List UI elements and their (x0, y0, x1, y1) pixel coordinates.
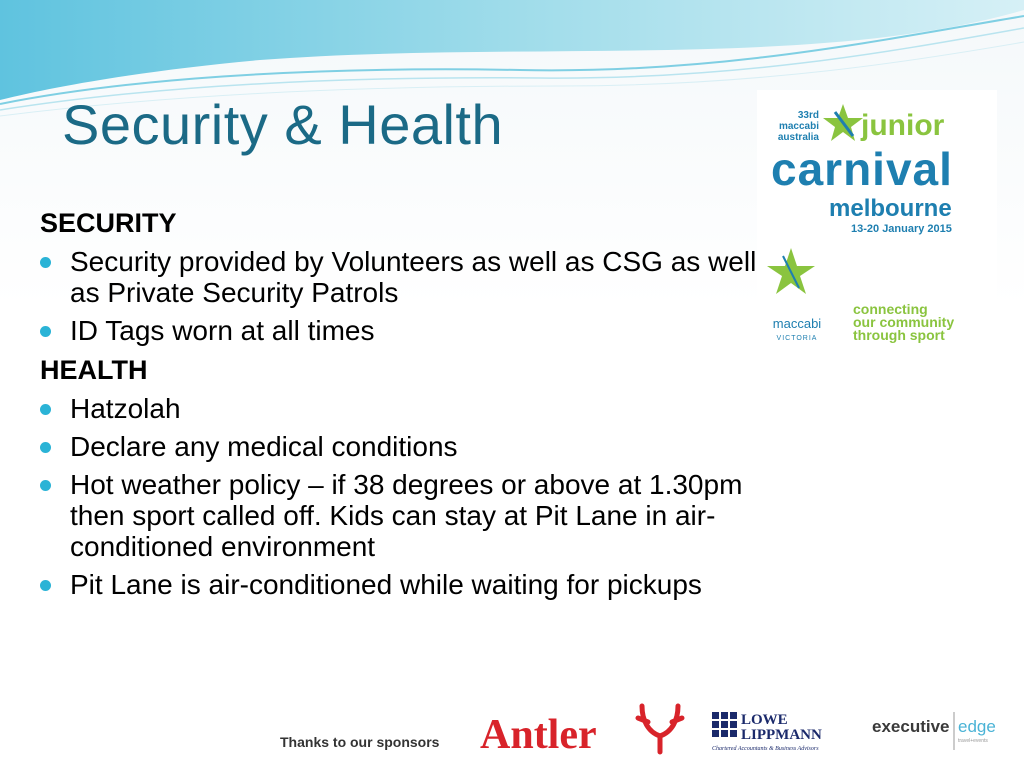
bullet-dot-icon (40, 404, 51, 415)
star-icon (823, 104, 863, 141)
lowe-lippmann-logo (710, 710, 850, 754)
logo-dates: 13-20 January 2015 (851, 223, 952, 235)
logo-junior: junior (861, 109, 945, 142)
sponsors-label: Thanks to our sponsors (280, 734, 440, 750)
bullet-dot-icon (40, 326, 51, 337)
bullet-item (40, 431, 780, 462)
logo-line-33rd: 33rd (797, 110, 819, 121)
lowe-grid-icon (712, 712, 737, 737)
logo-tagline-3: through sport (853, 327, 945, 343)
executive-edge-logo (870, 706, 1000, 754)
bullet-dot-icon (40, 480, 51, 491)
section-heading-health: HEALTH (40, 355, 148, 385)
antler-icon (638, 706, 682, 752)
bullet-dot-icon (40, 257, 51, 268)
edge-text: edge (958, 717, 996, 736)
lowe-subtitle: Chartered Accountants & Business Advisors (712, 746, 819, 752)
lowe-text: LOWE (741, 712, 788, 728)
antler-logo (478, 700, 688, 760)
junior-carnival-logo-graphic (757, 90, 997, 352)
bullet-item (40, 569, 780, 600)
logo-maccabi: maccabi (772, 316, 822, 331)
bullet-dot-icon (40, 580, 51, 591)
executive-tagline: travel+events (958, 738, 988, 744)
logo-line-australia: australia (777, 132, 819, 143)
section-heading-security: SECURITY (40, 208, 177, 238)
bullet-text: Pit Lane is air-conditioned while waiting for pickups (70, 569, 702, 600)
junior-carnival-logo (757, 90, 997, 352)
executive-text: executive (872, 717, 950, 736)
bullet-item (40, 246, 780, 308)
antler-wordmark: Antler (480, 712, 597, 758)
bullet-text: Declare any medical conditions (70, 431, 458, 462)
lippmann-text: LIPPMANN (741, 727, 822, 743)
bullet-item (40, 469, 780, 562)
bullet-text: Hatzolah (70, 393, 181, 424)
logo-victoria: VICTORIA (776, 335, 818, 342)
bullet-dot-icon (40, 442, 51, 453)
logo-carnival: carnival (771, 143, 953, 195)
bullet-text: ID Tags worn at all times (70, 315, 375, 346)
logo-tagline-2: our community (853, 314, 955, 330)
logo-melbourne: melbourne (829, 195, 952, 222)
logo-tagline-1: connecting (853, 301, 928, 317)
logo-line-maccabi: maccabi (778, 121, 819, 132)
slide-body (40, 206, 780, 607)
maccabi-victoria-star-icon (767, 248, 815, 294)
bullet-text: Security provided by Volunteers as well as CSG as well as Private Security Patrols (70, 246, 757, 308)
bullet-text: Hot weather policy – if 38 degrees or above at 1.30pm then sport called off. Kids can stay at Pit Lane in air-conditioned environment (70, 469, 743, 562)
bullet-item (40, 393, 780, 424)
slide-title: Security & Health (62, 93, 504, 156)
bullet-item (40, 315, 780, 346)
